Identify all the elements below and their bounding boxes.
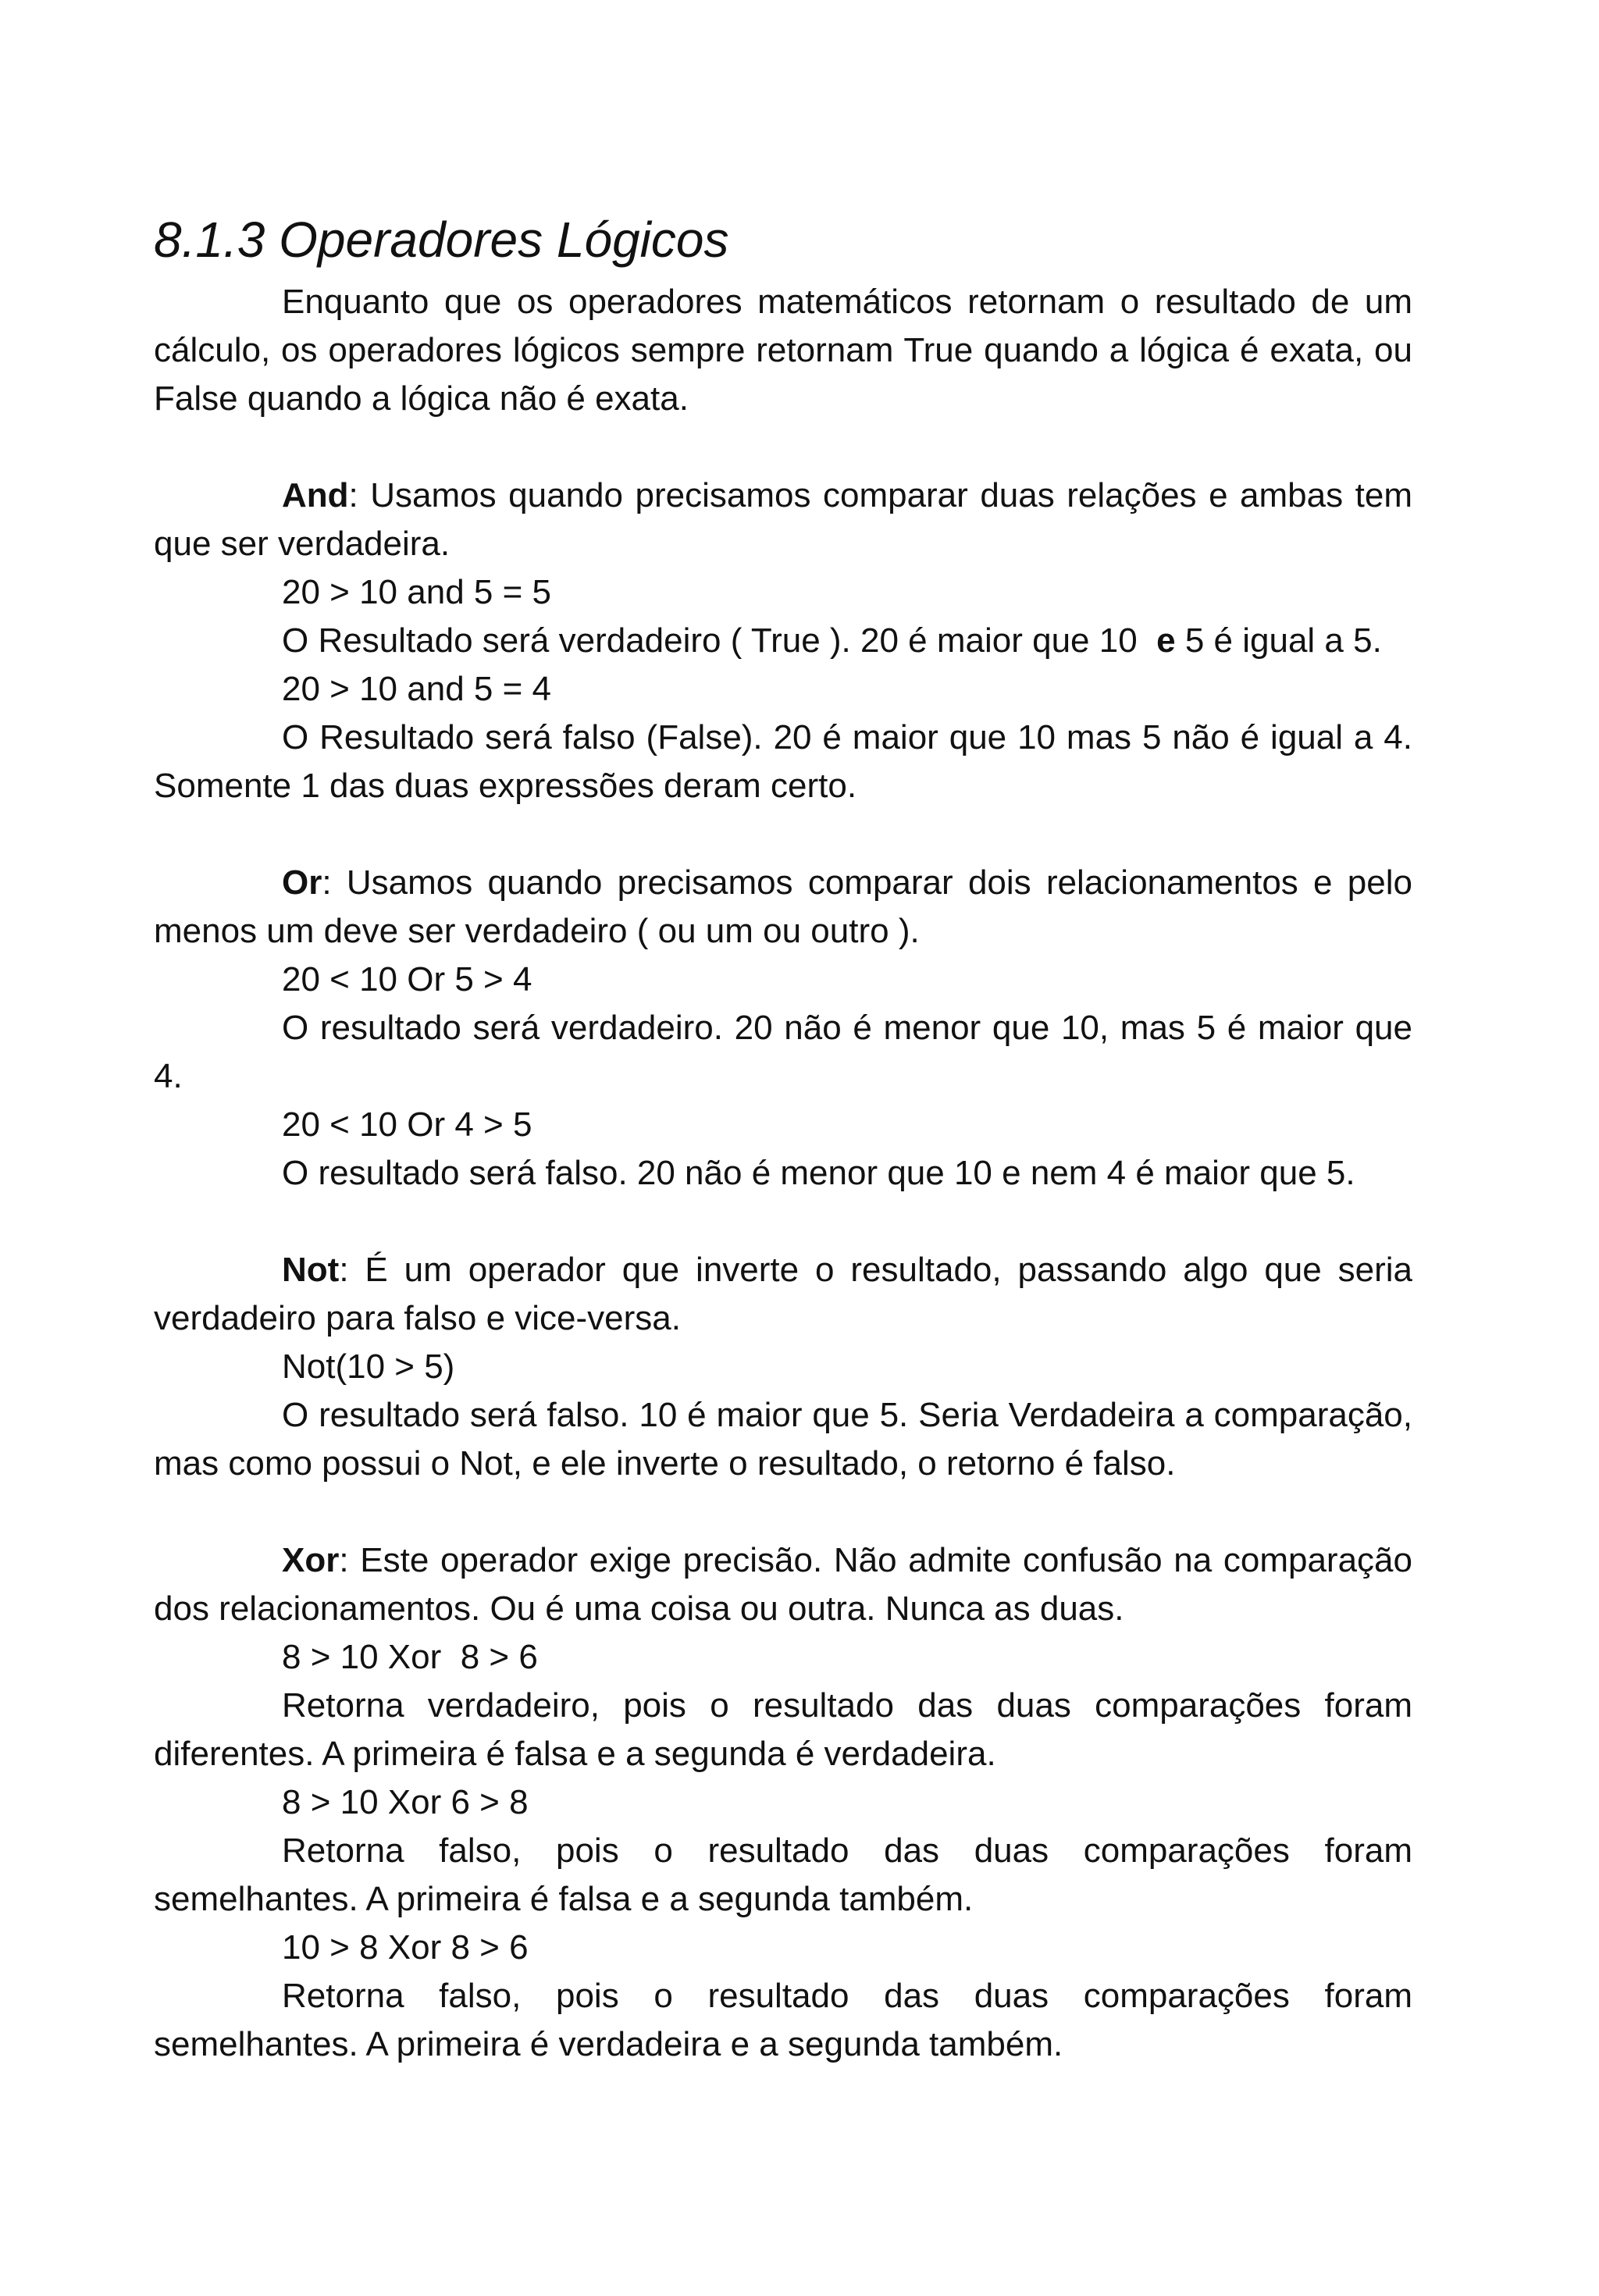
and-keyword: And (282, 476, 349, 514)
not-example-1-result: O resultado será falso. 10 é maior que 5. Seria Verdadeira a comparação, mas como possui o Not, e ele inverte o resultado, o retorno é falso. (154, 1396, 1412, 1483)
or-example-1-expression: 20 < 10 Or 5 > 4 (282, 960, 532, 998)
or-example-2-result: O resultado será falso. 20 não é menor que 10 e nem 4 é maior que 5. (282, 1154, 1355, 1192)
spacer (154, 810, 1412, 859)
and-description-text: : Usamos quando precisamos comparar duas relações e ambas tem que ser verdadeira. (154, 476, 1412, 563)
or-description-text: : Usamos quando precisamos comparar dois relacionamentos e pelo menos um deve ser verdadeiro ( ou um ou outro ). (154, 863, 1412, 950)
and-example-2-result: O Resultado será falso (False). 20 é maior que 10 mas 5 não é igual a 4. Somente 1 das duas expressões deram certo. (154, 718, 1412, 805)
not-keyword: Not (282, 1251, 340, 1289)
or-description (154, 859, 1412, 956)
xor-description (154, 1536, 1412, 1633)
and-example-1-result-bold: e (1156, 621, 1176, 660)
xor-keyword: Xor (282, 1541, 340, 1579)
xor-example-2-expression: 8 > 10 Xor 6 > 8 (282, 1783, 529, 1821)
or-keyword: Or (282, 863, 322, 902)
intro-paragraph: Enquanto que os operadores matemáticos retornam o resultado de um cálculo, os operadores lógicos sempre retornam True quando a lógica é exata, ou False quando a lógica não é exata. (154, 283, 1412, 418)
spacer (154, 423, 1412, 472)
document-page (154, 205, 1412, 2069)
not-description-text: : É um operador que inverte o resultado, passando algo que seria verdadeiro para falso e vice-versa. (154, 1251, 1412, 1337)
xor-example-2-result: Retorna falso, pois o resultado das duas comparações foram semelhantes. A primeira é falsa e a segunda também. (154, 1831, 1412, 1918)
or-example-2-expression: 20 < 10 Or 4 > 5 (282, 1105, 532, 1144)
not-description (154, 1246, 1412, 1343)
xor-description-text: : Este operador exige precisão. Não admite confusão na comparação dos relacionamentos. Ou é uma coisa ou outra. Nunca as duas. (154, 1541, 1412, 1628)
xor-example-3-result: Retorna falso, pois o resultado das duas comparações foram semelhantes. A primeira é verdadeira e a segunda também. (154, 1977, 1412, 2063)
xor-example-1-expression: 8 > 10 Xor 8 > 6 (282, 1638, 538, 1676)
and-description (154, 472, 1412, 568)
and-example-1-result-text-b: 5 é igual a 5. (1175, 621, 1382, 660)
xor-example-3-expression: 10 > 8 Xor 8 > 6 (282, 1928, 529, 1967)
and-example-2-expression: 20 > 10 and 5 = 4 (282, 670, 551, 708)
and-example-1-result-text-a: O Resultado será verdadeiro ( True ). 20 é maior que 10 (282, 621, 1157, 660)
spacer (154, 1488, 1412, 1536)
section-heading: 8.1.3 Operadores Lógicos (154, 212, 729, 268)
and-example-1-expression: 20 > 10 and 5 = 5 (282, 573, 551, 611)
xor-example-1-result: Retorna verdadeiro, pois o resultado das duas comparações foram diferentes. A primeira é falsa e a segunda é verdadeira. (154, 1686, 1412, 1773)
or-example-1-result: O resultado será verdadeiro. 20 não é menor que 10, mas 5 é maior que 4. (154, 1009, 1412, 1095)
and-example-1-result (154, 617, 1412, 665)
spacer (154, 1198, 1412, 1246)
not-example-1-expression: Not(10 > 5) (282, 1347, 455, 1386)
